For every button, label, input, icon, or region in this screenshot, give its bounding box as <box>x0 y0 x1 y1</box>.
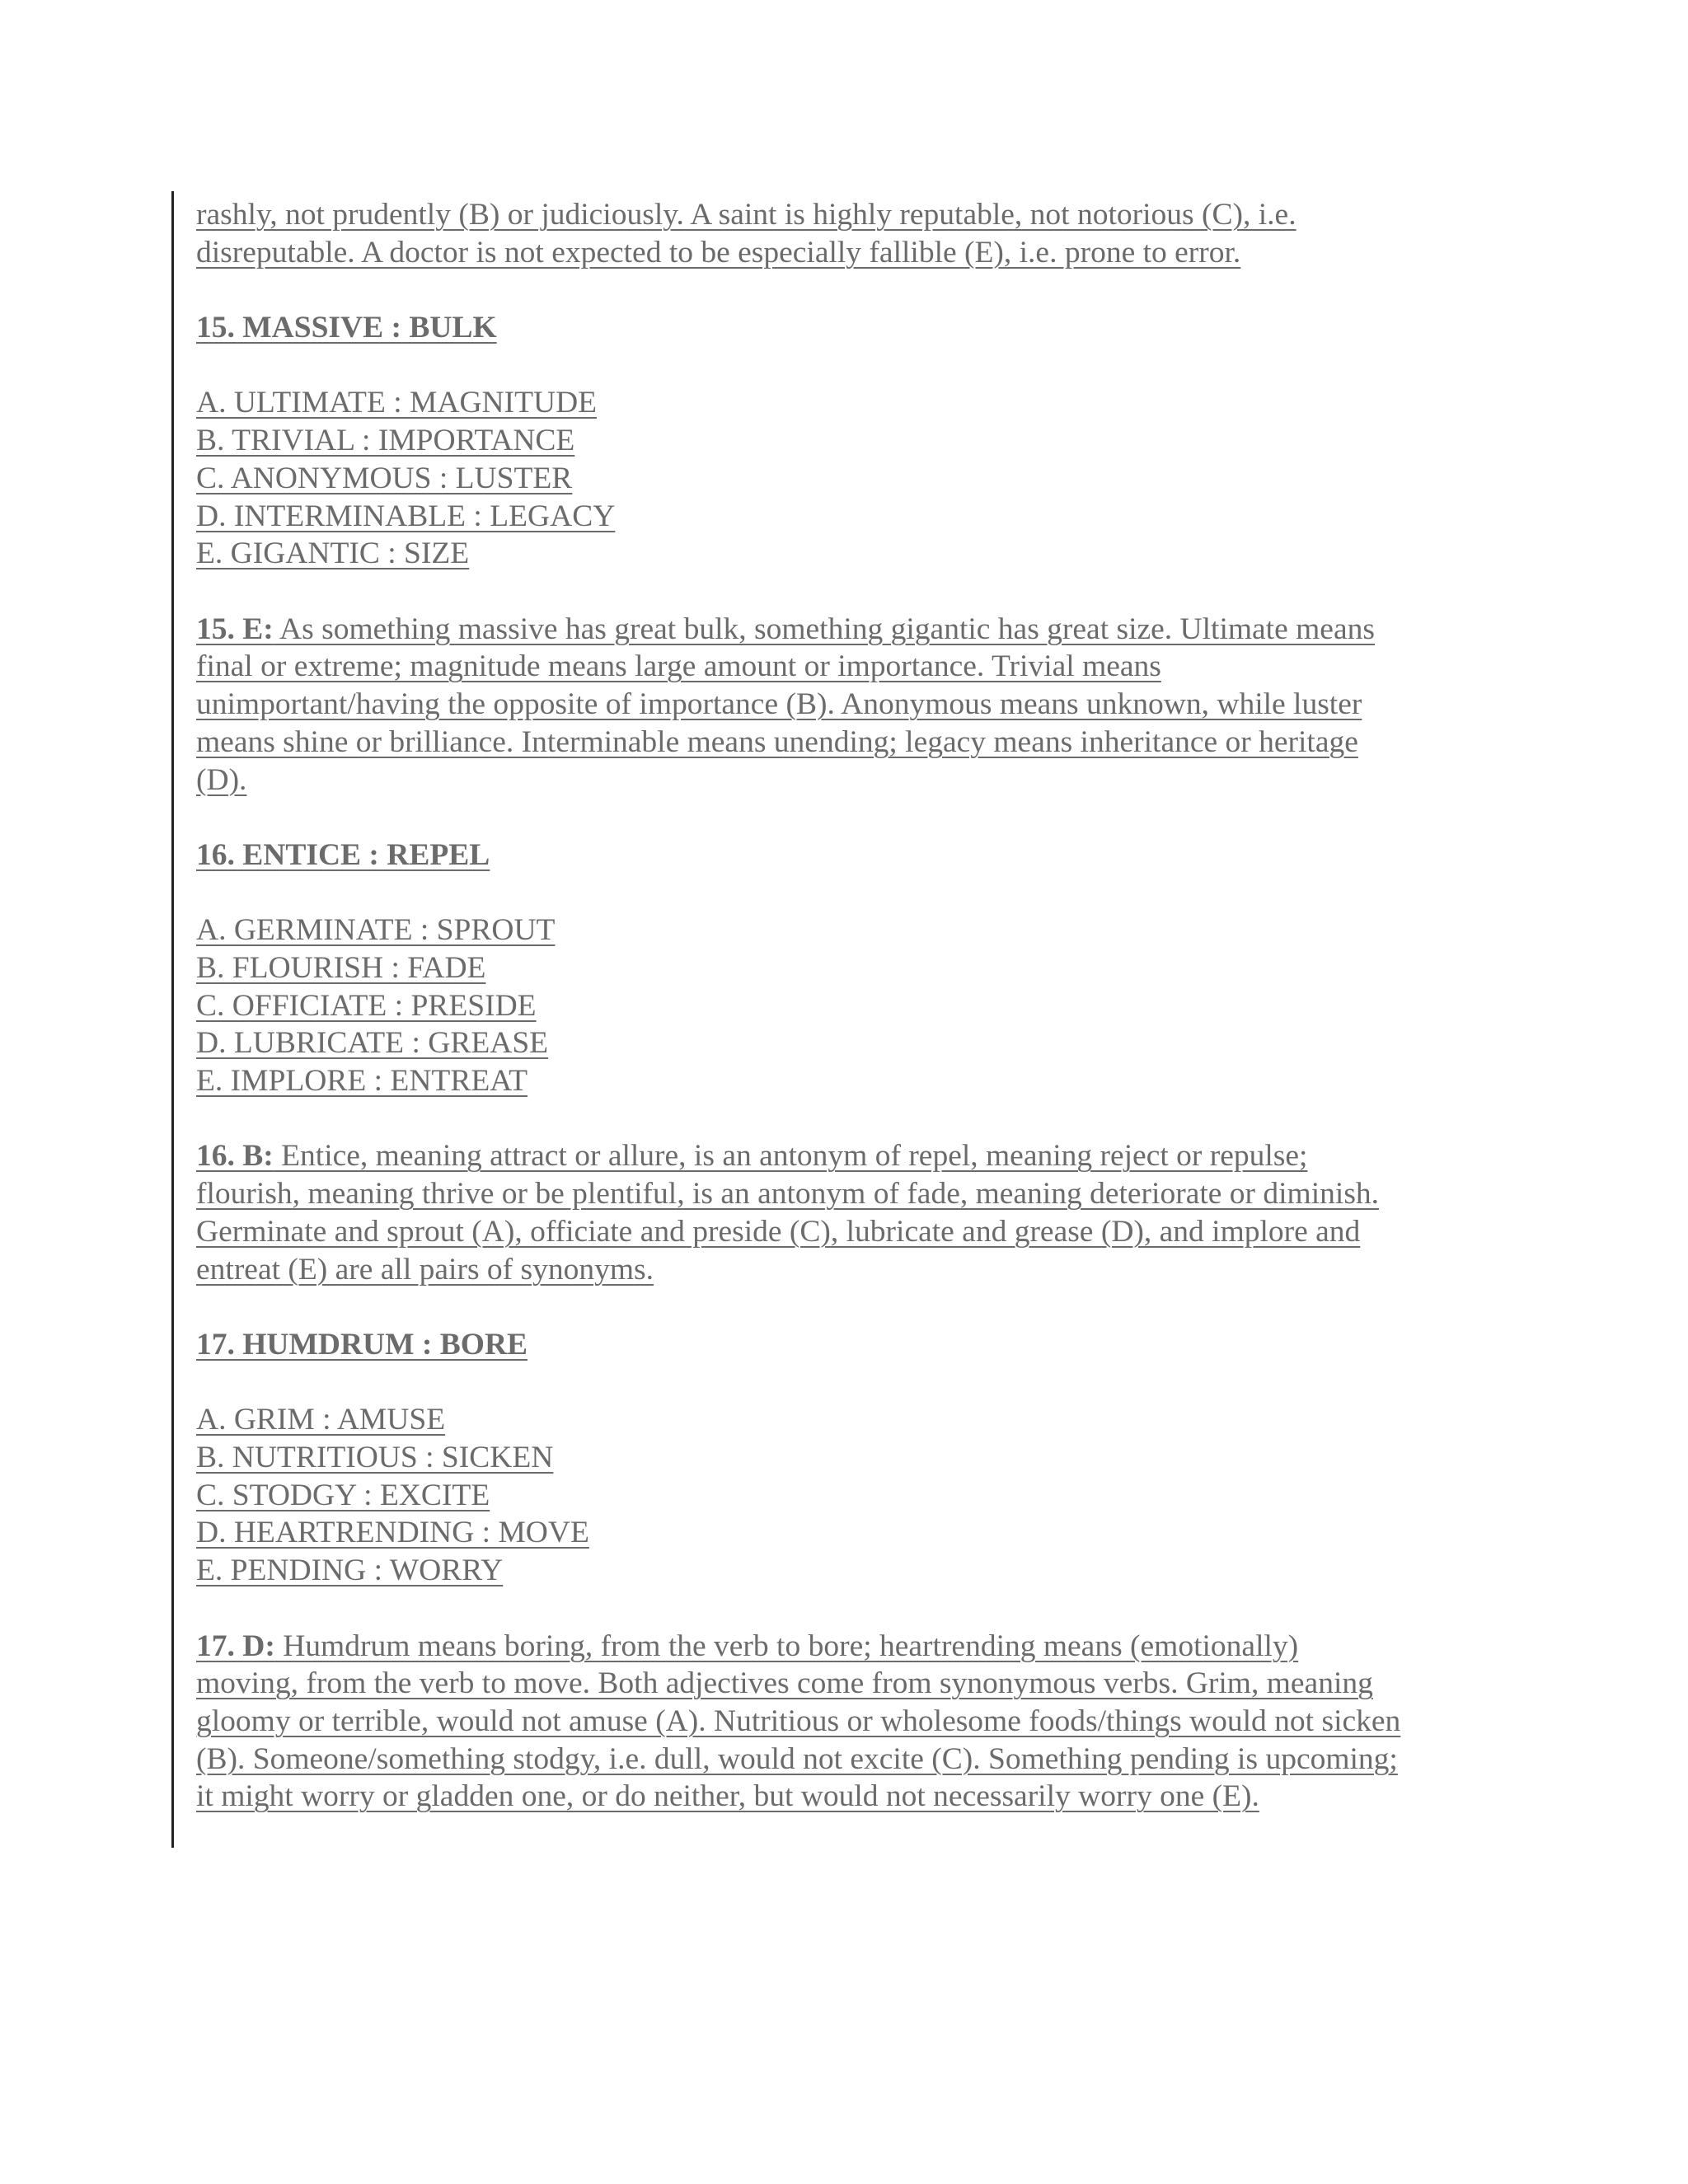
spacer <box>196 874 1482 912</box>
spacer <box>196 347 1482 385</box>
answer-label: 17. D: <box>196 1629 275 1663</box>
question-16-explanation-line: Germinate and sprout (A), officiate and preside (C), lubricate and grease (D), and implore and <box>196 1214 1361 1249</box>
question-17-option-c: C. STODGY : EXCITE <box>196 1478 490 1512</box>
answer-label: 16. B: <box>196 1139 274 1174</box>
question-16-explanation-line: entreat (E) are all pairs of synonyms. <box>196 1252 654 1286</box>
intro-line: rashly, not prudently (B) or judiciously. A saint is highly reputable, not notorious (C), i.e. <box>196 198 1296 232</box>
intro-line: disreputable. A doctor is not expected to be especially fallible (E), i.e. prone to error. <box>196 235 1241 269</box>
spacer <box>196 799 1482 837</box>
spacer <box>196 1100 1482 1138</box>
question-17-option-a: A. GRIM : AMUSE <box>196 1403 446 1437</box>
question-15-explanation-line: means shine or brilliance. Interminable means unending; legacy means inheritance or heritage <box>196 724 1358 759</box>
question-16-explanation-line: flourish, meaning thrive or be plentiful, is an antonym of fade, meaning deteriorate or diminish. <box>196 1177 1380 1212</box>
revision-change-bar <box>171 191 174 1848</box>
question-17-option-b: B. NUTRITIOUS : SICKEN <box>196 1441 554 1475</box>
spacer <box>196 1364 1482 1402</box>
question-15-heading: 15. MASSIVE : BULK <box>196 311 497 345</box>
question-15-explanation-line: final or extreme; magnitude means large amount or importance. Trivial means <box>196 649 1161 684</box>
spacer <box>196 1590 1482 1628</box>
question-16-option-c: C. OFFICIATE : PRESIDE <box>196 988 537 1023</box>
question-16-option-d: D. LUBRICATE : GREASE <box>196 1026 549 1061</box>
question-16-option-b: B. FLOURISH : FADE <box>196 950 486 985</box>
question-16-option-e: E. IMPLORE : ENTREAT <box>196 1064 528 1099</box>
question-17-option-e: E. PENDING : WORRY <box>196 1554 504 1588</box>
question-15-option-b: B. TRIVIAL : IMPORTANCE <box>196 424 575 458</box>
question-16-option-a: A. GERMINATE : SPROUT <box>196 913 556 948</box>
question-16-explanation-line: 16. B: Entice, meaning attract or allure, is an antonym of repel, meaning reject or repulse; <box>196 1139 1308 1174</box>
spacer <box>196 1288 1482 1326</box>
question-15-explanation-line: 15. E: As something massive has great bulk, something gigantic has great size. Ultimate means <box>196 612 1375 646</box>
question-17-explanation-line: gloomy or terrible, would not amuse (A). Nutritious or wholesome foods/things would not sicken <box>196 1704 1401 1738</box>
question-17-explanation-line: it might worry or gladden one, or do neither, but would not necessarily worry one (E). <box>196 1779 1259 1814</box>
question-17-explanation-line: 17. D: Humdrum means boring, from the verb to bore; heartrending means (emotionally) <box>196 1629 1299 1663</box>
question-17-explanation-line: (B). Someone/something stodgy, i.e. dull, would not excite (C). Something pending is upcoming; <box>196 1741 1398 1776</box>
document-body <box>196 196 1482 1816</box>
question-15-option-a: A. ULTIMATE : MAGNITUDE <box>196 386 598 420</box>
question-15-option-e: E. GIGANTIC : SIZE <box>196 537 470 571</box>
question-16-heading: 16. ENTICE : REPEL <box>196 837 490 872</box>
question-17-heading: 17. HUMDRUM : BORE <box>196 1327 528 1361</box>
answer-label: 15. E: <box>196 612 274 646</box>
question-17-explanation-line: moving, from the verb to move. Both adjectives come from synonymous verbs. Grim, meaning <box>196 1666 1373 1701</box>
question-15-option-c: C. ANONYMOUS : LUSTER <box>196 461 573 495</box>
question-15-explanation-line: unimportant/having the opposite of importance (B). Anonymous means unknown, while luster <box>196 687 1362 722</box>
spacer <box>196 573 1482 611</box>
spacer <box>196 271 1482 309</box>
question-15-option-d: D. INTERMINABLE : LEGACY <box>196 499 616 533</box>
question-17-option-d: D. HEARTRENDING : MOVE <box>196 1516 589 1550</box>
question-15-explanation-line: (D). <box>196 762 247 797</box>
